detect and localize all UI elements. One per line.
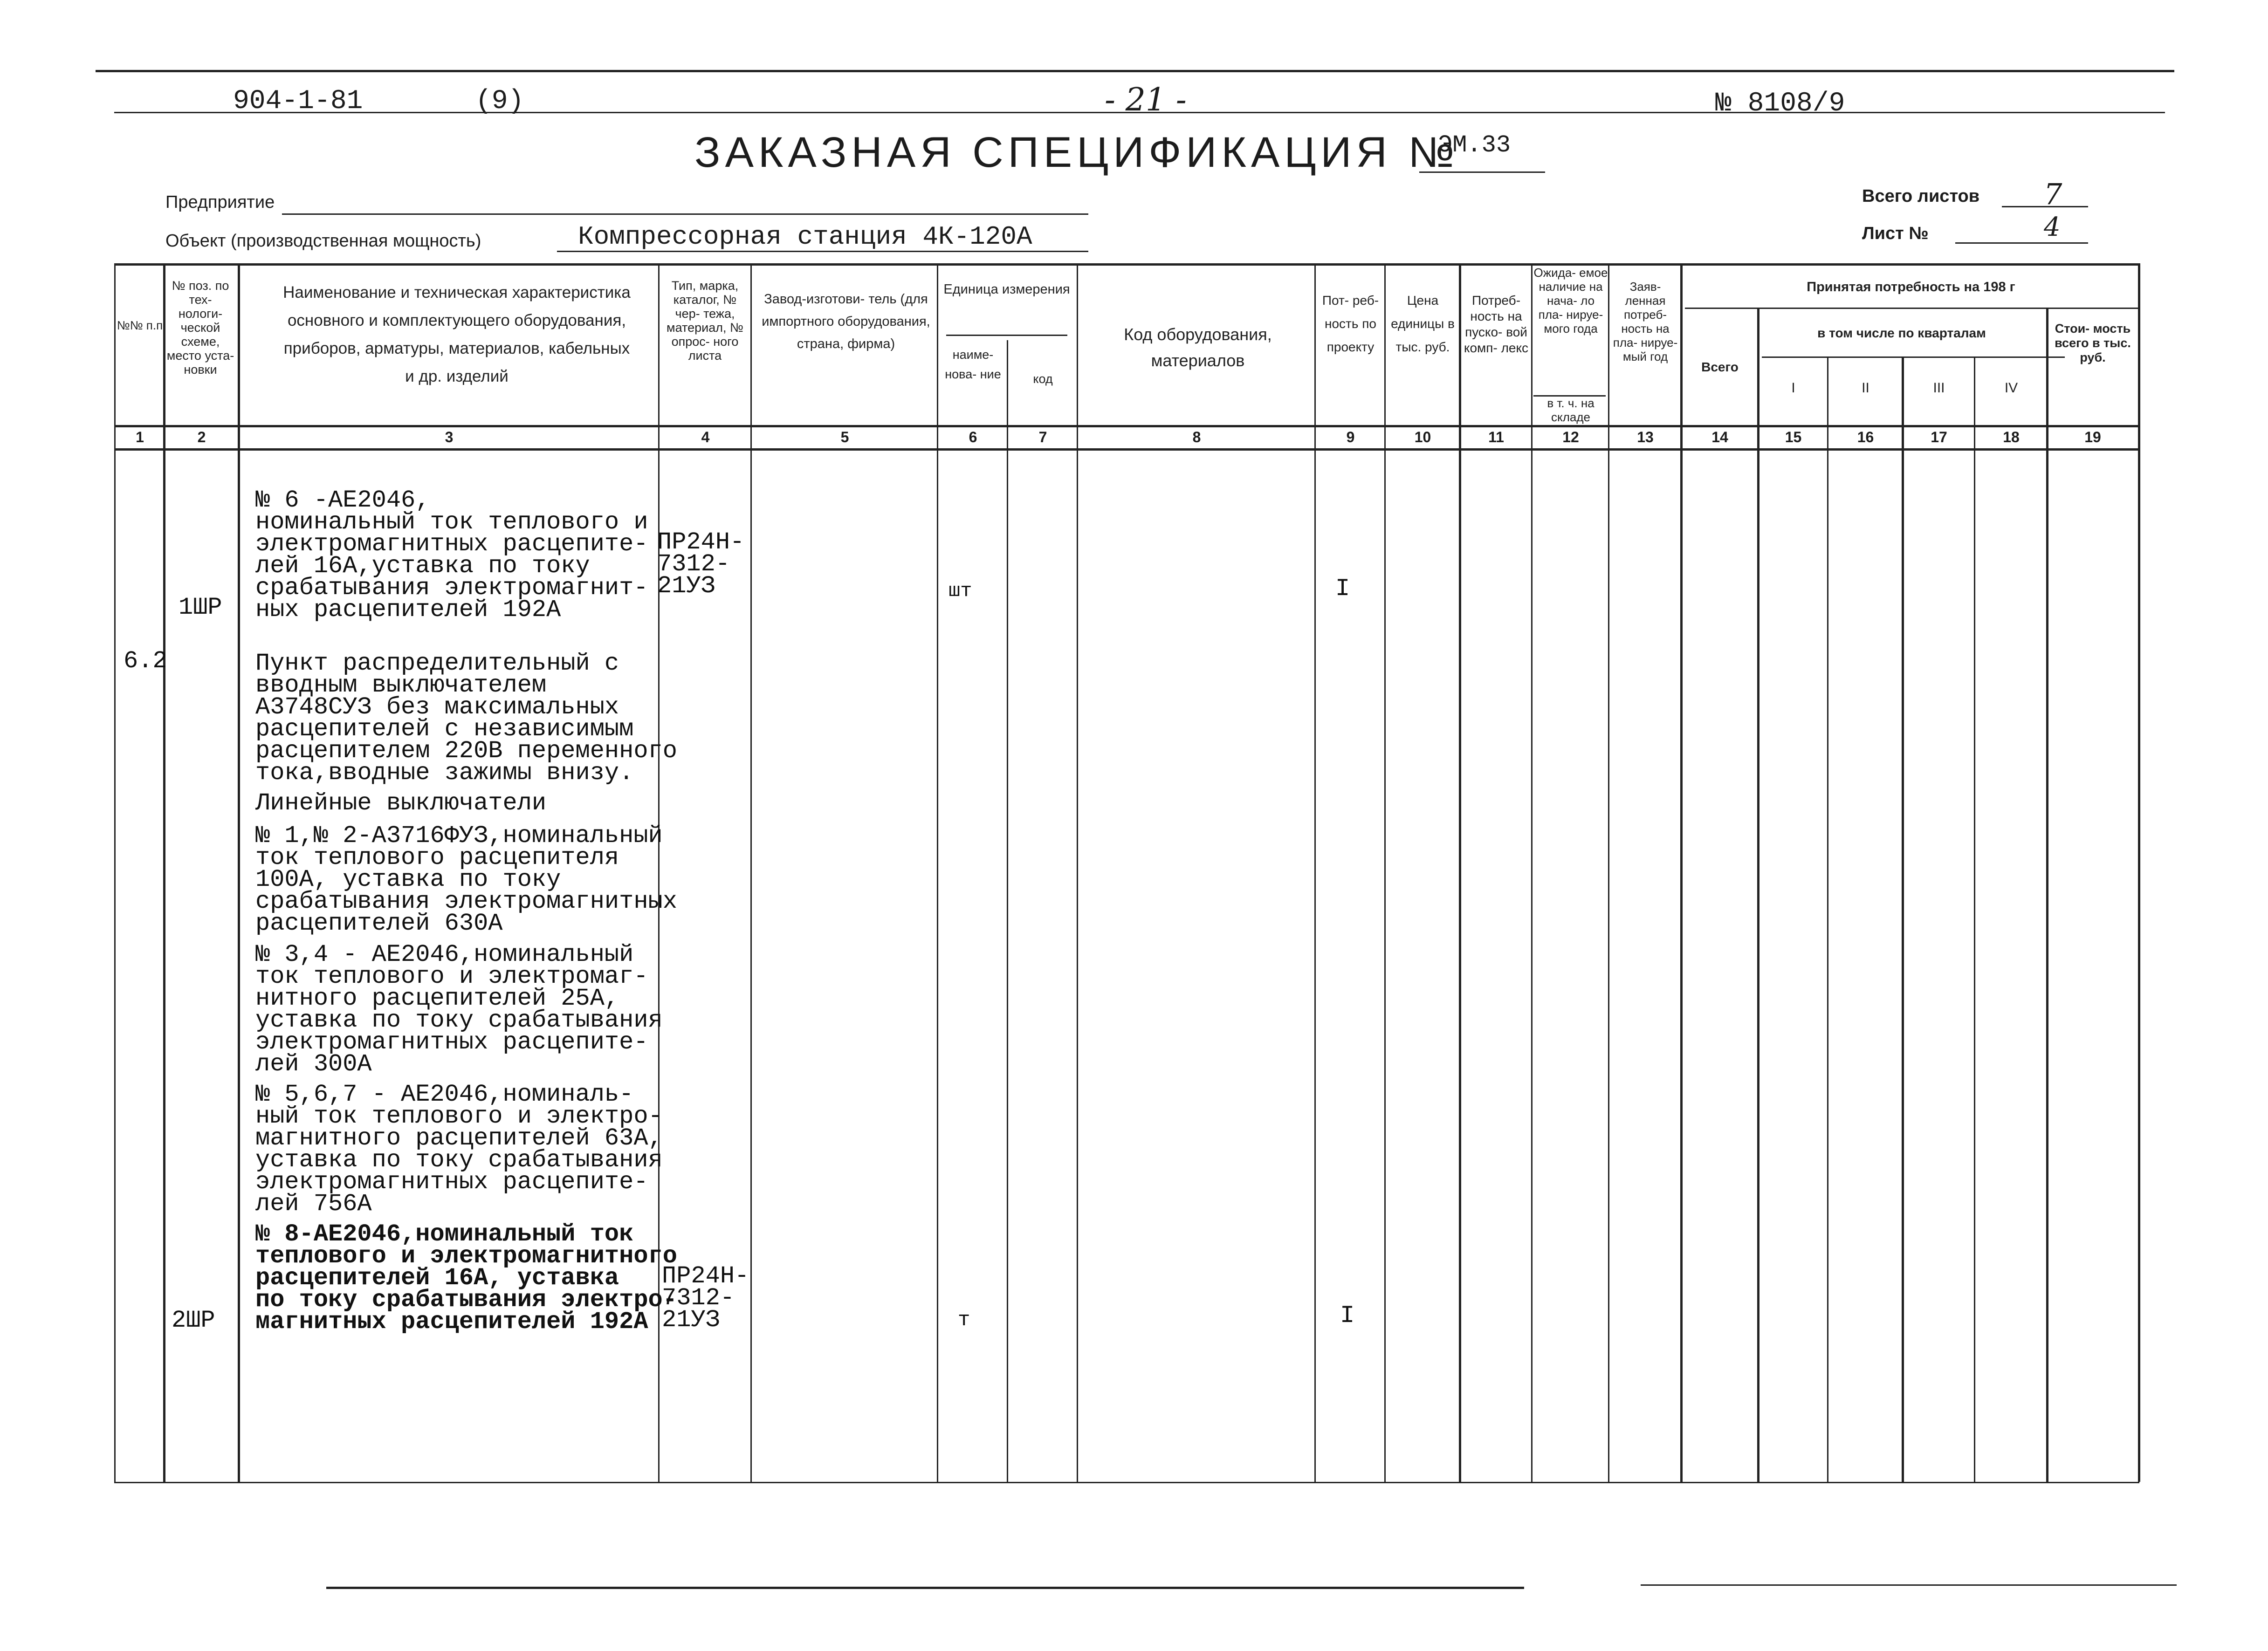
vline-14 (1757, 308, 1759, 1482)
row2-breaker-1-2: № 1,№ 2-А3716ФУЗ,номинальный ток теплового расцепителя 100А, уставка по току срабатывания электромагнитных расцепителей 630А (255, 822, 677, 937)
row1-description: № 6 -АЕ2046, номинальный ток теплового и электромагнитных расцепите- лей 16А,уставка по току срабатывания электромагнит- ных расцепителей 192А (255, 486, 648, 623)
row2-description: Пункт распределительный с вводным выключателем А3748СУЗ без максимальных расцепителей с независимым расцепителем 220В переменного тока,вводные зажимы внизу. (255, 650, 677, 787)
vline-2 (238, 263, 240, 1482)
row2-unit: т (958, 1308, 970, 1332)
col-12-header: Ожида- емое наличие на нача- ло пла- нируе- мого года (1533, 266, 1608, 336)
col-1-header: №№ п.п (117, 318, 163, 332)
document-number: № 8108/9 (1715, 89, 1845, 119)
vline-0 (114, 263, 116, 1482)
col-17-header: III (1933, 380, 1945, 396)
vline-5 (937, 263, 938, 1482)
object-value: Компрессорная станция 4К-120А (578, 222, 1032, 252)
vline-8 (1314, 263, 1316, 1482)
row2-breaker-3-4: № 3,4 - АЕ2046,номинальный ток теплового и электромаг- нитного расцепителей 25А, уставка по току срабатывания электромагнитных расцепите- лей 300А (255, 941, 663, 1078)
colnum-bottom-border (114, 448, 2139, 451)
volume-number: (9) (475, 86, 524, 116)
object-label: Объект (производственная мощность) (165, 231, 481, 251)
colnum-7: 7 (1038, 429, 1047, 445)
vline-4 (750, 263, 752, 1482)
sheet-underline (1955, 242, 2088, 244)
vline-15 (1827, 356, 1828, 1482)
colnum-13: 13 (1637, 429, 1654, 445)
vline-1 (163, 263, 165, 1482)
colnum-5: 5 (840, 429, 849, 445)
top-border (96, 70, 2174, 72)
colnum-4: 4 (701, 429, 710, 445)
vline-16 (1902, 356, 1904, 1482)
vline-10 (1459, 263, 1461, 1482)
header-bottom-border (114, 425, 2139, 427)
colnum-11: 11 (1488, 429, 1504, 445)
table-bottom-border (114, 1482, 2139, 1483)
row1-unit: шт (948, 580, 972, 602)
col-19-header: Стои- мость всего в тыс. руб. (2055, 322, 2131, 364)
colnum-14: 14 (1711, 429, 1728, 445)
colnum-8: 8 (1192, 429, 1201, 445)
enterprise-label: Предприятие (165, 192, 275, 212)
col-14-header: Всего (1701, 360, 1739, 374)
colnum-10: 10 (1414, 429, 1431, 445)
vline-11 (1531, 263, 1533, 1482)
total-sheets-value: 7 (2044, 177, 2062, 211)
enterprise-underline (282, 213, 1088, 215)
vline-19 (2138, 263, 2140, 1482)
colnum-17: 17 (1931, 429, 1947, 445)
row1-position: 1ШР (179, 594, 222, 621)
vline-7 (1077, 263, 1078, 1482)
colnum-12: 12 (1562, 429, 1579, 445)
col-16-header: II (1862, 380, 1869, 396)
col-18-header: IV (2004, 380, 2018, 396)
spec-number-underline (1419, 171, 1545, 173)
col-3-header: Наименование и техническая характеристика основного и комплектующего оборудования, приборов, арматуры, материалов, кабельных и др. изделий (283, 283, 631, 385)
vline-18 (2046, 308, 2048, 1482)
spec-number: ЭМ.33 (1438, 131, 1511, 159)
unit-group-header: Единица измерения (943, 282, 1070, 297)
accepted-group-header: Принятая потребность на 198 г (1807, 280, 2015, 295)
colnum-19: 19 (2084, 429, 2101, 445)
col-11-header: Потреб- ность на пуско- вой комп- лекс (1464, 293, 1529, 355)
row2-type: ПР24Н- 7312- 21УЗ (662, 1262, 749, 1334)
col-6-header: наиме- нова- ние (945, 348, 1001, 381)
col-13-header: Заяв- ленная потреб- ность на пла- нируе- мый год (1613, 280, 1678, 363)
total-sheets-underline (2002, 206, 2088, 207)
vline-17 (1974, 356, 1975, 1482)
row1-type: ПР24Н- 7312- 21УЗ (657, 528, 745, 600)
sheet-value: 4 (2044, 212, 2061, 242)
colnum-6: 6 (969, 429, 977, 445)
row2-number: 6.2 (124, 647, 167, 675)
row2-breaker-8: № 8-АЕ2046,номинальный ток теплового и электромагнитного расцепителей 16А, уставка по току срабатывания электро- магнитных расцепителей 192А (255, 1220, 677, 1336)
object-underline (557, 251, 1088, 252)
colnum-18: 18 (2003, 429, 2020, 445)
page-number: - 21 - (1105, 82, 1187, 118)
quarters-group-rule (1762, 356, 2065, 358)
bottom-rule (326, 1587, 1524, 1589)
vline-12 (1608, 263, 1609, 1482)
col-9-header: Пот- реб- ность по проекту (1322, 293, 1379, 354)
colnum-2: 2 (197, 429, 206, 445)
col-4-header: Тип, марка, каталог, № чер- тежа, материал, № опрос- ного листа (667, 279, 743, 363)
col-7-header: код (1033, 372, 1053, 386)
col-8-header: Код оборудования, материалов (1124, 325, 1272, 370)
col-5-header: Завод-изготови- тель (для импортного оборудования, страна, фирма) (762, 292, 930, 351)
row1-quantity: I (1335, 575, 1350, 603)
quarters-group-header: в том числе по кварталам (1817, 326, 1986, 340)
col-10-header: Цена единицы в тыс. руб. (1391, 293, 1455, 354)
col-15-header: I (1791, 380, 1795, 396)
vline-13 (1680, 263, 1683, 1482)
vline-9 (1384, 263, 1386, 1482)
col-2-header: № поз. по тех- нологи- ческой схеме, место уста- новки (166, 279, 234, 377)
colnum-3: 3 (445, 429, 454, 445)
colnum-9: 9 (1346, 429, 1355, 445)
row2-breaker-5-7: № 5,6,7 - АЕ2046,номиналь- ный ток теплового и электро- магнитного расцепителей 63А, уставка по току срабатывания электромагнитных расцепите- лей 756А (255, 1081, 663, 1218)
row2-subtitle: Линейные выключатели (255, 789, 547, 817)
project-code: 904-1-81 (233, 86, 363, 116)
colnum-15: 15 (1785, 429, 1802, 445)
col-12-sub-header: в т. ч. на складе (1547, 396, 1594, 424)
row2-quantity: I (1340, 1302, 1355, 1329)
page-title: ЗАКАЗНАЯ СПЕЦИФИКАЦИЯ № (694, 129, 1459, 176)
vline-6 (1007, 340, 1008, 1482)
bottom-rule-right (1641, 1584, 2177, 1586)
row2-position: 2ШР (172, 1307, 215, 1334)
accepted-group-rule (1685, 308, 2139, 309)
colnum-16: 16 (1857, 429, 1874, 445)
total-sheets-label: Всего листов (1862, 186, 1980, 206)
unit-group-rule (946, 335, 1067, 336)
sheet-label: Лист № (1862, 224, 1929, 243)
table-top-border (114, 263, 2139, 266)
colnum-1: 1 (136, 429, 144, 445)
